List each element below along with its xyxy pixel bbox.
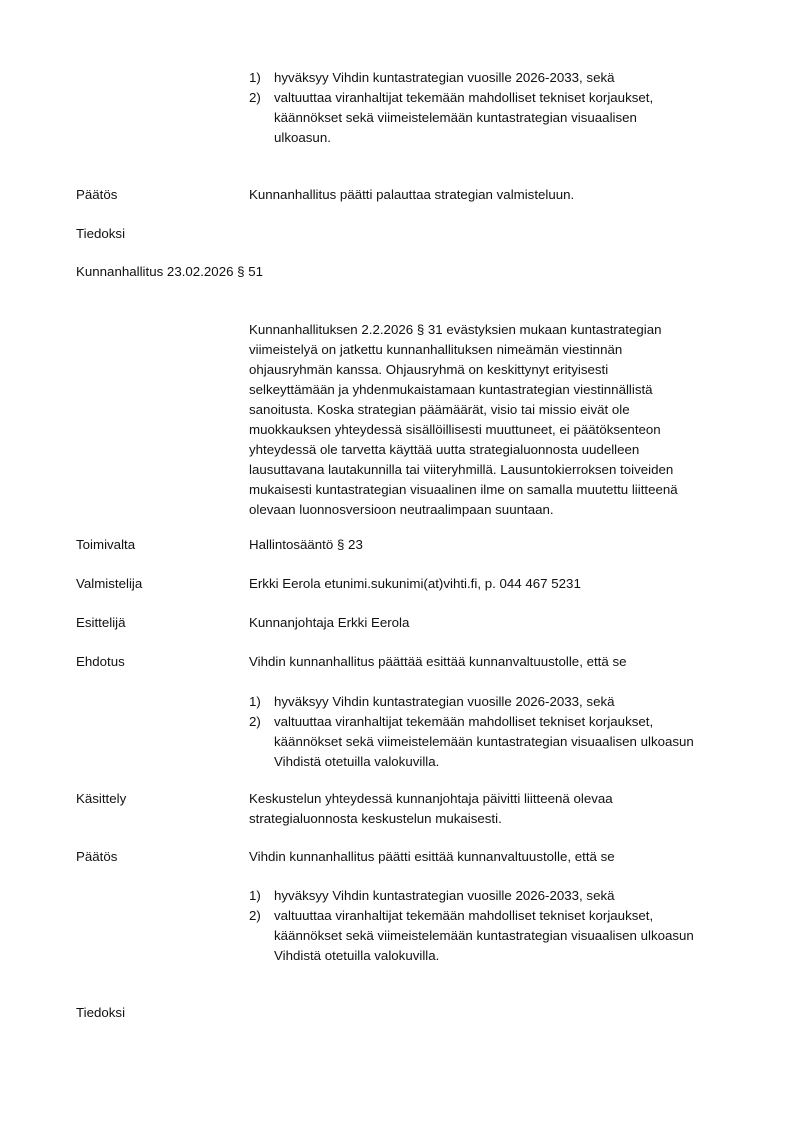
esittelija-label: Esittelijä (76, 615, 126, 630)
top-decision-list (249, 68, 653, 148)
kasittely-text (249, 789, 613, 829)
list-item (249, 88, 653, 148)
paragraph-line: yhteydessä ole tarvetta käyttää uutta strategialuonnosta uudelleen (249, 442, 640, 457)
list-number: 2) (249, 90, 261, 105)
paatos-label: Päätös (76, 849, 118, 864)
list-text: hyväksyy Vihdin kuntastrategian vuosille 2026-2033, sekä (274, 694, 615, 709)
paatos-text: Vihdin kunnanhallitus päätti esittää kunnanvaltuustolle, että se (249, 849, 615, 864)
paatos-text: Kunnanhallitus päätti palauttaa strategian valmisteluun. (249, 187, 575, 202)
paatos-list (249, 886, 694, 966)
paragraph-line: mukaisesti kuntastrategian visuaalinen ilme on samalla muutettu liitteenä (249, 482, 678, 497)
kasittely-label: Käsittely (76, 791, 127, 806)
list-text: valtuuttaa viranhaltijat tekemään mahdolliset tekniset korjaukset, (274, 908, 654, 923)
list-text: Vihdistä otetuilla valokuvilla. (274, 948, 440, 963)
background-paragraph (249, 320, 678, 520)
list-number: 1) (249, 888, 261, 903)
esittelija-text: Kunnanjohtaja Erkki Eerola (249, 615, 410, 630)
list-number: 2) (249, 714, 261, 729)
paragraph-line: olevaan luonnosversioon neutraalimpaan suuntaan. (249, 502, 554, 517)
meeting-heading: Kunnanhallitus 23.02.2026 § 51 (76, 264, 264, 279)
list-text: ulkoasun. (274, 130, 331, 145)
paragraph-line: lausuttavana lautakunnilla tai viiteryhmillä. Lausuntokierroksen toiveiden (249, 462, 674, 477)
list-item (249, 692, 694, 712)
valmistelija-text: Erkki Eerola etunimi.sukunimi(at)vihti.fi, p. 044 467 5231 (249, 576, 581, 591)
toimivalta-label: Toimivalta (76, 537, 136, 552)
list-text: hyväksyy Vihdin kuntastrategian vuosille 2026-2033, sekä (274, 70, 615, 85)
paragraph-line: ohjausryhmän kanssa. Ohjausryhmä on keskittynyt erityisesti (249, 362, 609, 377)
list-item (249, 712, 694, 772)
list-text: valtuuttaa viranhaltijat tekemään mahdolliset tekniset korjaukset, (274, 90, 654, 105)
list-text: Vihdistä otetuilla valokuvilla. (274, 754, 440, 769)
list-item (249, 68, 653, 88)
paragraph-line: viimeistelyä on jatkettu kunnanhallituksen nimeämän viestinnän (249, 342, 623, 357)
valmistelija-label: Valmistelija (76, 576, 143, 591)
list-number: 1) (249, 70, 261, 85)
list-text: käännökset sekä viimeistelemään kuntastrategian visuaalisen (274, 110, 637, 125)
tiedoksi-label: Tiedoksi (76, 226, 126, 241)
paragraph-line: muokkauksen yhteydessä sisällöillisesti muuttuneet, ei päätöksenteon (249, 422, 661, 437)
ehdotus-label: Ehdotus (76, 654, 125, 669)
list-text: käännökset sekä viimeistelemään kuntastrategian visuaalisen ulkoasun (274, 734, 694, 749)
list-text: valtuuttaa viranhaltijat tekemään mahdolliset tekniset korjaukset, (274, 714, 654, 729)
list-text: hyväksyy Vihdin kuntastrategian vuosille 2026-2033, sekä (274, 888, 615, 903)
paragraph-line: Keskustelun yhteydessä kunnanjohtaja päivitti liitteenä olevaa (249, 791, 613, 806)
paragraph-line: sanoitusta. Koska strategian päämäärät, visio tai missio eivät ole (249, 402, 630, 417)
ehdotus-text: Vihdin kunnanhallitus päättää esittää kunnanvaltuustolle, että se (249, 654, 627, 669)
list-item (249, 886, 694, 906)
paatos-label: Päätös (76, 187, 118, 202)
tiedoksi-label: Tiedoksi (76, 1005, 126, 1020)
list-item (249, 906, 694, 966)
paragraph-line: Kunnanhallituksen 2.2.2026 § 31 evästyksien mukaan kuntastrategian (249, 322, 662, 337)
list-number: 1) (249, 694, 261, 709)
paragraph-line: selkeyttämään ja yhdenmukaistamaan kuntastrategian viestinnällistä (249, 382, 653, 397)
list-number: 2) (249, 908, 261, 923)
paragraph-line: strategialuonnosta keskustelun mukaisesti. (249, 811, 502, 826)
toimivalta-text: Hallintosääntö § 23 (249, 537, 363, 552)
list-text: käännökset sekä viimeistelemään kuntastrategian visuaalisen ulkoasun (274, 928, 694, 943)
ehdotus-list (249, 692, 694, 772)
